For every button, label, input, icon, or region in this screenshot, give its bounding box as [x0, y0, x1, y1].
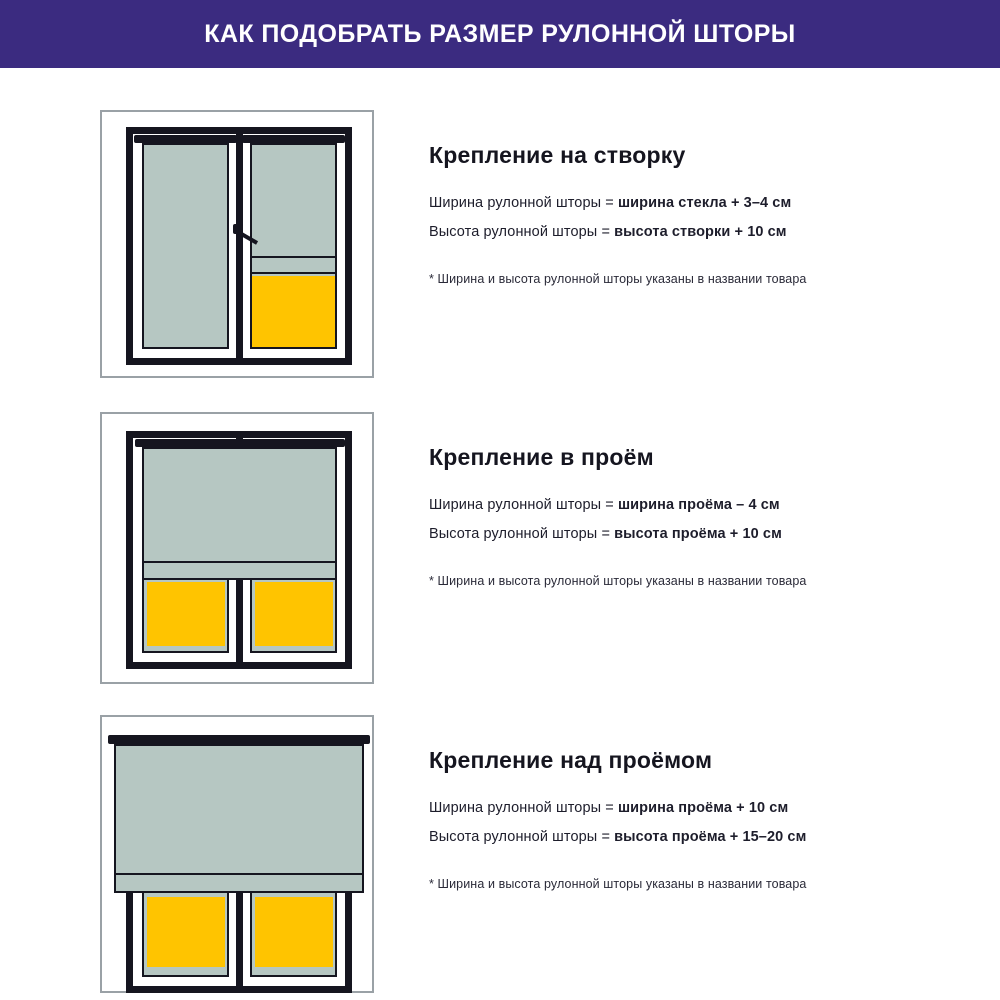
formula-height-label: Высота рулонной шторы =: [429, 224, 615, 240]
section-v-proem: [0, 412, 1000, 684]
formula-width-label: Ширина рулонной шторы =: [429, 195, 618, 211]
formula-width: [429, 195, 1000, 211]
section-heading: Крепление над проёмом: [429, 747, 713, 773]
formula-width-value: ширина проёма – 4 см: [617, 497, 780, 513]
formula-width-value: ширина проёма + 10 см: [617, 800, 789, 816]
formula-width-value: ширина стекла + 3–4 см: [617, 195, 792, 211]
formula-height: [429, 829, 1000, 845]
section-heading: Крепление в проём: [429, 444, 654, 470]
text-block-v-proem: [429, 412, 1000, 684]
formula-height: [429, 526, 1000, 542]
formula-width-label: Ширина рулонной шторы =: [429, 800, 618, 816]
formula-width: [429, 800, 1000, 816]
illustration-v-proem: [100, 412, 376, 684]
header-bar: [0, 0, 1000, 68]
section-heading: Крепление на створку: [429, 142, 686, 168]
section-note: * Ширина и высота рулонной шторы указаны в названии товара: [429, 574, 807, 588]
illustration-na-stvorku: [100, 110, 376, 378]
section-note: * Ширина и высота рулонной шторы указаны в названии товара: [429, 272, 807, 286]
formula-height-value: высота проёма + 10 см: [614, 526, 782, 542]
formula-height-label: Высота рулонной шторы =: [429, 829, 615, 845]
formula-height-label: Высота рулонной шторы =: [429, 526, 615, 542]
formula-height-value: высота створки + 10 см: [614, 224, 787, 240]
text-block-na-stvorku: [429, 110, 1000, 378]
formula-width: [429, 497, 1000, 513]
section-note: * Ширина и высота рулонной шторы указаны в названии товара: [429, 877, 807, 891]
section-na-stvorku: [0, 110, 1000, 378]
page-title: КАК ПОДОБРАТЬ РАЗМЕР РУЛОННОЙ ШТОРЫ: [204, 19, 796, 48]
formula-width-label: Ширина рулонной шторы =: [429, 497, 618, 513]
illustration-nad-proemom: [100, 715, 376, 993]
text-block-nad-proemom: [429, 715, 1000, 993]
formula-height-value: высота проёма + 15–20 см: [614, 829, 807, 845]
formula-height: [429, 224, 1000, 240]
section-nad-proemom: [0, 715, 1000, 993]
